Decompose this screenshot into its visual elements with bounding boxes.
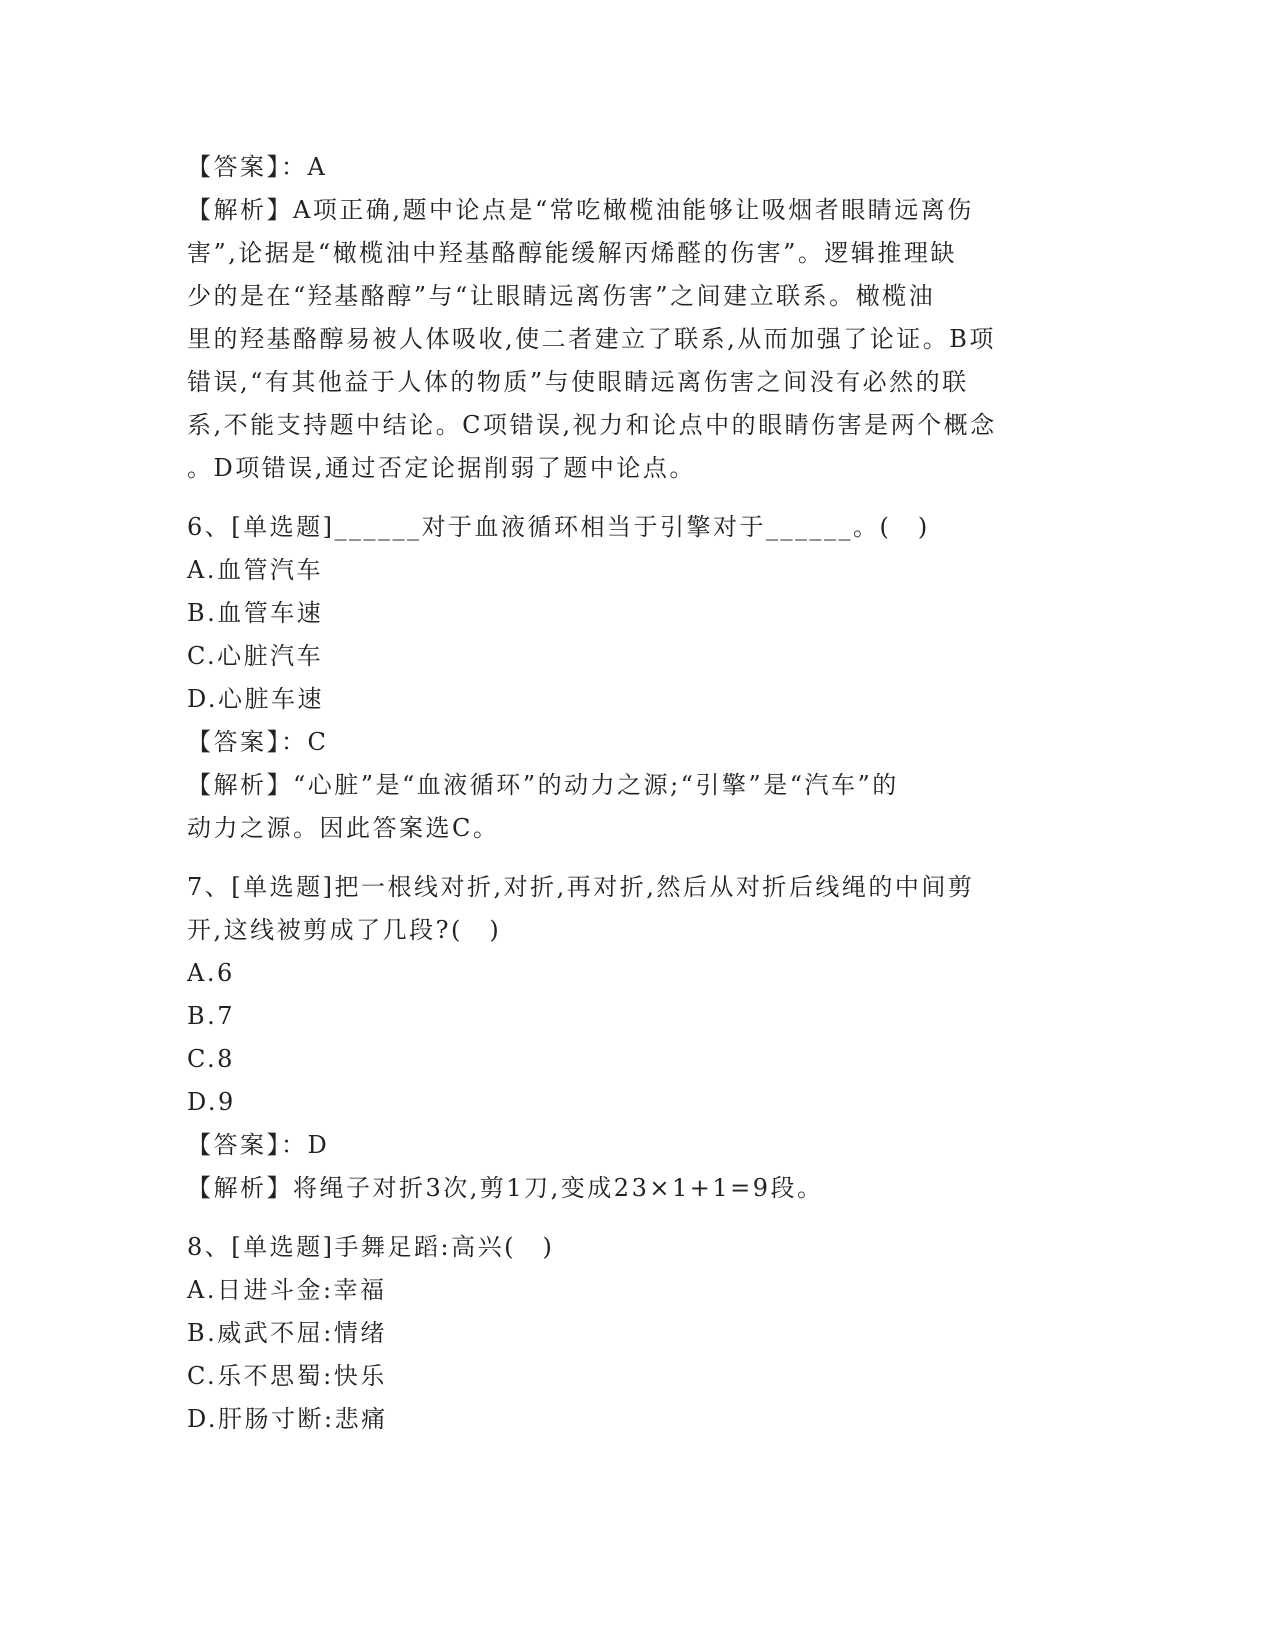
analysis-line: 里的羟基酪醇易被人体吸收,使二者建立了联系,从而加强了论证。B项 (187, 325, 996, 353)
answer-value: C (307, 728, 329, 756)
analysis-line: 害”,论据是“橄榄油中羟基酪醇能缓解丙烯醛的伤害”。逻辑推理缺 (187, 239, 957, 267)
question-7 (187, 866, 1087, 1210)
question-answer (187, 1124, 1087, 1167)
analysis-line: 错误,“有其他益于人体的物质”与使眼睛远离伤害之间没有必然的联 (187, 368, 969, 396)
analysis-line: 【解析】“心脏”是“血液循环”的动力之源;“引擎”是“汽车”的 (187, 771, 899, 799)
answer-value: D (307, 1131, 330, 1159)
option-d: D.9 (187, 1088, 236, 1116)
analysis-line: 【解析】A项正确,题中论点是“常吃橄榄油能够让吸烟者眼睛远离伤 (187, 196, 974, 224)
option-a: A.日进斗金:幸福 (187, 1276, 387, 1304)
option-b: B.威武不屈:情绪 (187, 1319, 387, 1347)
option-c: C.8 (187, 1045, 235, 1073)
option-d: D.心脏车速 (187, 685, 325, 713)
option-b: B.7 (187, 1002, 236, 1030)
analysis-line: 少的是在“羟基酪醇”与“让眼睛远离伤害”之间建立联系。橄榄油 (187, 282, 936, 310)
analysis-line: 动力之源。因此答案选C。 (187, 814, 500, 842)
question-stem: 6、[单选题]______对于血液循环相当于引擎对于______。( ) (187, 513, 930, 541)
analysis-line: 系,不能支持题中结论。C项错误,视力和论点中的眼睛伤害是两个概念 (187, 411, 997, 439)
answer-label: 【答案】： (187, 153, 308, 181)
answer-label: 【答案】： (187, 1131, 308, 1159)
option-a: A.血管汽车 (187, 556, 323, 584)
option-a: A.6 (187, 959, 235, 987)
prev-question-answer (187, 146, 1087, 189)
question-6 (187, 506, 1087, 850)
answer-value: A (307, 153, 328, 181)
option-d: D.肝肠寸断:悲痛 (187, 1405, 388, 1433)
question-8 (187, 1226, 1087, 1441)
answer-label: 【答案】： (187, 728, 308, 756)
option-c: C.心脏汽车 (187, 642, 324, 670)
question-stem: 7、[单选题]把一根线对折,对折,再对折,然后从对折后线绳的中间剪 (187, 873, 975, 901)
option-b: B.血管车速 (187, 599, 324, 627)
question-stem: 8、[单选题]手舞足蹈:高兴( ) (187, 1233, 555, 1261)
question-stem: 开,这线被剪成了几段?( ) (187, 916, 502, 944)
option-c: C.乐不思蜀:快乐 (187, 1362, 387, 1390)
document-page (187, 146, 1087, 1441)
analysis-line: 【解析】将绳子对折3次,剪1刀,变成23×1+1=9段。 (187, 1174, 824, 1202)
analysis-line: 。D项错误,通过否定论据削弱了题中论点。 (187, 454, 696, 482)
prev-question-analysis (187, 189, 1087, 490)
question-answer (187, 721, 1087, 764)
